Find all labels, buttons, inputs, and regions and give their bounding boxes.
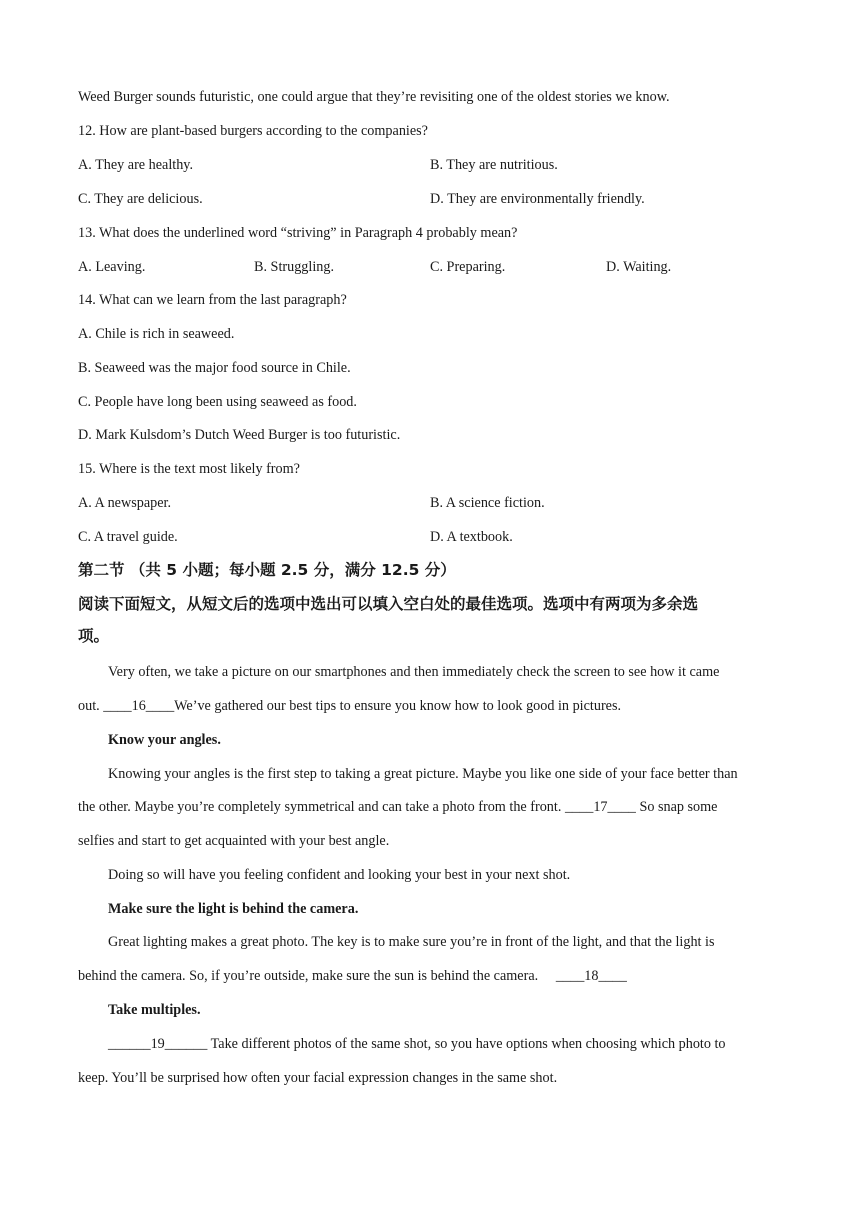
question-12-option-a: A. They are healthy. (78, 157, 194, 173)
passage-text: Take different photos of the same shot, so you have options when choosing which photo to (207, 1036, 726, 1052)
question-13-option-d: D. Waiting. (606, 259, 672, 275)
question-12-option-d: D. They are environmentally friendly. (430, 191, 645, 207)
question-15-option-b: B. A science fiction. (430, 495, 545, 511)
question-14-stem: 14. What can we learn from the last paragraph? (78, 292, 347, 308)
passage-text: So snap some (635, 799, 718, 815)
question-14-option-b: B. Seaweed was the major food source in Chile. (78, 360, 351, 376)
subheading-light-behind-camera: Make sure the light is behind the camera. (108, 901, 359, 917)
passage-text: behind the camera. So, if you’re outside, make sure the sun is behind the camera. (78, 968, 556, 984)
question-14-option-c: C. People have long been using seaweed as food. (78, 394, 357, 410)
passage-p3: Doing so will have you feeling confident and looking your best in your next shot. (108, 867, 571, 883)
question-15-option-c: C. A travel guide. (78, 529, 178, 545)
carry-over-line: Weed Burger sounds futuristic, one could argue that they’re revisiting one of the oldest stories we know. (78, 89, 670, 105)
passage-text: We’ve gathered our best tips to ensure you know how to look good in pictures. (174, 698, 622, 714)
passage-p1-line-1: Very often, we take a picture on our smartphones and then immediately check the screen to see how it came (108, 664, 720, 680)
passage-p5-line-2: keep. You’ll be surprised how often your facial expression changes in the same shot. (78, 1070, 558, 1086)
question-12-option-c: C. They are delicious. (78, 191, 203, 207)
question-14-option-a: A. Chile is rich in seaweed. (78, 326, 235, 342)
question-14-option-d: D. Mark Kulsdom’s Dutch Weed Burger is too futuristic. (78, 427, 401, 443)
passage-text: the other. Maybe you’re completely symmetrical and can take a photo from the front. (78, 799, 565, 815)
passage-p4-line-1: Great lighting makes a great photo. The key is to make sure you’re in front of the light, and that the light is (108, 934, 715, 950)
question-13-stem: 13. What does the underlined word “striving” in Paragraph 4 probably mean? (78, 225, 518, 241)
question-13-option-c: C. Preparing. (430, 259, 506, 275)
passage-p1-line-2 (78, 697, 621, 715)
question-13-option-b: B. Struggling. (254, 259, 335, 275)
subheading-take-multiples: Take multiples. (108, 1002, 201, 1018)
passage-text: out. (78, 698, 104, 714)
blank-17: ____17____ (564, 799, 636, 815)
section-heading: 第二节 （共 5 小题；每小题 2.5 分，满分 12.5 分） (78, 561, 456, 579)
blank-18: ____18____ (555, 968, 627, 984)
question-12-option-b: B. They are nutritious. (430, 157, 558, 173)
passage-p2-line-2 (78, 798, 717, 816)
question-15-option-d: D. A textbook. (430, 529, 513, 545)
blank-19: ______19______ (108, 1036, 208, 1052)
section-instruction-line-1: 阅读下面短文，从短文后的选项中选出可以填入空白处的最佳选项。选项中有两项为多余选 (78, 595, 699, 613)
passage-p4-line-2 (78, 967, 627, 985)
section-instruction-line-2: 项。 (78, 627, 110, 645)
question-15-stem: 15. Where is the text most likely from? (78, 461, 300, 477)
question-12-stem: 12. How are plant-based burgers according to the companies? (78, 123, 428, 139)
question-13-option-a: A. Leaving. (78, 259, 146, 275)
passage-p5-line-1 (108, 1035, 726, 1053)
passage-p2-line-1: Knowing your angles is the first step to taking a great picture. Maybe you like one side of your face better than (108, 766, 738, 782)
question-15-option-a: A. A newspaper. (78, 495, 171, 511)
passage-p2-line-3: selfies and start to get acquainted with your best angle. (78, 833, 390, 849)
blank-16: ____16____ (103, 698, 175, 714)
subheading-know-your-angles: Know your angles. (108, 732, 221, 748)
